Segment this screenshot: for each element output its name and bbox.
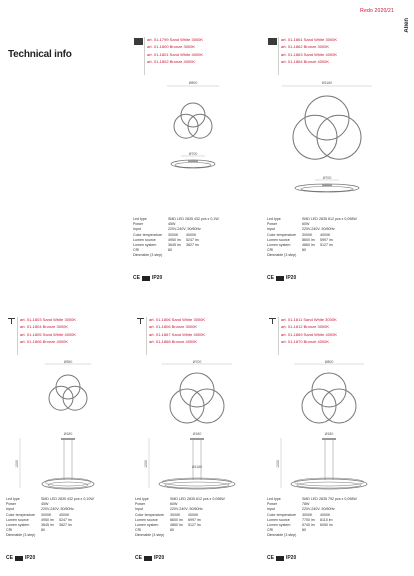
spec-label: CRI bbox=[6, 528, 13, 533]
product-card-5 bbox=[267, 316, 389, 576]
product-card-1 bbox=[133, 36, 255, 296]
technical-drawing bbox=[135, 360, 257, 496]
spec-label: Power bbox=[133, 222, 144, 227]
spec-table bbox=[135, 497, 255, 539]
spec-value: 78W bbox=[302, 502, 310, 507]
variant-item: art. 01-1806 Sand White 3000K bbox=[149, 317, 206, 322]
variant-item: art. 01-1867 Sand White 4000K bbox=[149, 331, 206, 337]
variant-list bbox=[20, 316, 76, 345]
spec-value: 4860 lm bbox=[170, 522, 183, 527]
spec-label: Dimmable (3 step) bbox=[133, 253, 163, 258]
variant-item: art. 01-1869 Sand White 4000K bbox=[281, 331, 338, 337]
ce-mark: CE bbox=[267, 275, 274, 281]
spec-label: CRI bbox=[135, 528, 142, 533]
spec-label: CRI bbox=[267, 528, 274, 533]
svg-text:Ø700: Ø700 bbox=[188, 152, 198, 156]
svg-text:Ø550: Ø550 bbox=[63, 360, 73, 364]
product-card-4 bbox=[135, 316, 257, 576]
spec-label: Input bbox=[267, 507, 275, 512]
svg-text:1200: 1200 bbox=[15, 460, 19, 468]
spec-value-alt: 4000K bbox=[320, 512, 331, 517]
dim-top: Ø800 bbox=[188, 81, 198, 85]
variant-item: art. 01-1811 Sand White 3000K bbox=[281, 317, 337, 322]
spec-value: 3000K bbox=[41, 512, 52, 517]
spec-label: Power bbox=[267, 502, 278, 507]
variant-item: art. 01-1861 Sand White 3000K bbox=[281, 37, 338, 42]
spec-value: 4860 lm bbox=[302, 242, 315, 247]
spec-value: 80 bbox=[41, 528, 45, 533]
spec-label: Color temperature bbox=[133, 232, 162, 237]
spec-value-alt: 3827 lm bbox=[59, 522, 72, 527]
product-card-2 bbox=[267, 36, 389, 296]
variant-item: art. 01-1805 Sand White 4000K bbox=[20, 331, 77, 337]
spec-value: SMD LED 2835 432 pcs x 0,1W bbox=[168, 217, 219, 221]
ce-mark: CE bbox=[267, 555, 274, 561]
certifications bbox=[133, 275, 162, 281]
spec-label: CRI bbox=[133, 248, 140, 253]
spec-value: SMD LED 2835 612 pcs x 0,098W bbox=[302, 217, 357, 221]
spec-value-alt bbox=[320, 533, 387, 538]
spec-value: SMD LED 2835 792 pcs x 0,098W bbox=[302, 497, 357, 501]
variant-item: art. 01-1864 Bronze 4000K bbox=[281, 58, 330, 64]
spec-label: Lumen source bbox=[133, 237, 156, 242]
spec-value: SMD LED 2835 612 pcs x 0,098W bbox=[170, 497, 225, 501]
spec-label: Lumen system bbox=[267, 522, 291, 527]
class-box-icon bbox=[276, 556, 284, 561]
spec-value: 3645 lm bbox=[168, 242, 181, 247]
spec-value: 3000K bbox=[170, 512, 181, 517]
class-box-icon bbox=[15, 556, 23, 561]
spec-value bbox=[41, 533, 59, 538]
spec-value: 60W bbox=[302, 222, 310, 227]
ceiling-lamp-icon bbox=[134, 38, 143, 45]
divider bbox=[278, 317, 279, 355]
product-card-3 bbox=[6, 316, 128, 576]
dim-top: Ø1160 bbox=[321, 81, 333, 85]
class-box-icon bbox=[276, 276, 284, 281]
spec-value: 80 bbox=[168, 248, 172, 253]
spec-label: Lumen system bbox=[135, 522, 159, 527]
spec-row bbox=[133, 253, 253, 258]
suspension-lamp-icon bbox=[137, 318, 144, 319]
ip-rating: IP20 bbox=[151, 275, 163, 281]
spec-value: SMD LED 2835 432 pcs x 0,10W bbox=[41, 497, 94, 501]
variant-item: art. 01-1800 Bronze 3000K bbox=[147, 44, 196, 50]
spec-table bbox=[267, 497, 387, 539]
spec-value: 220V-240V, 50/60Hz bbox=[302, 507, 335, 512]
ip-rating: IP20 bbox=[285, 555, 297, 561]
variant-item: art. 01-1868 Bronze 4000K bbox=[149, 338, 198, 344]
spec-value-alt: 4000K bbox=[59, 512, 70, 517]
variant-item: art. 01-1806 Bronze 3000K bbox=[149, 324, 198, 330]
variant-list bbox=[147, 36, 203, 65]
spec-label: Power bbox=[6, 502, 17, 507]
spec-label: Dimmable (3 step) bbox=[135, 533, 165, 538]
spec-label: Led type bbox=[6, 497, 20, 501]
svg-text:Ø800: Ø800 bbox=[324, 360, 334, 364]
spec-value: 220V-240V, 50/60Hz bbox=[168, 227, 201, 232]
spec-value-alt: 4000K bbox=[320, 232, 331, 237]
spec-value: 6600 lm bbox=[170, 517, 183, 522]
spec-label: Led type bbox=[267, 497, 281, 501]
variant-item: art. 01-1799 Sand White 3000K bbox=[147, 37, 204, 42]
variant-item: art. 01-1802 Bronze 4000K bbox=[147, 58, 196, 64]
spec-value: 80 bbox=[302, 528, 306, 533]
spec-label: Led type bbox=[133, 217, 147, 221]
ceiling-lamp-icon bbox=[268, 38, 277, 45]
spec-value-alt bbox=[320, 253, 387, 258]
spec-label: Dimmable (3 step) bbox=[267, 253, 297, 258]
svg-text:Ø180: Ø180 bbox=[192, 432, 202, 436]
svg-text:Ø700: Ø700 bbox=[322, 176, 332, 180]
spec-label: Input bbox=[267, 227, 275, 232]
ce-mark: CE bbox=[6, 555, 13, 561]
variant-list bbox=[281, 36, 337, 65]
spec-value: 7700 lm bbox=[302, 517, 315, 522]
svg-text:Ø700: Ø700 bbox=[192, 360, 202, 364]
technical-drawing bbox=[133, 80, 255, 216]
spec-label: Input bbox=[135, 507, 143, 512]
spec-label: Lumen source bbox=[135, 517, 158, 522]
technical-drawing bbox=[267, 80, 389, 216]
spec-table bbox=[267, 217, 387, 259]
spec-label: Led type bbox=[135, 497, 149, 501]
spec-value-alt: 5247 lm bbox=[186, 237, 199, 242]
certifications bbox=[6, 555, 35, 561]
spec-value: 45W bbox=[168, 222, 176, 227]
spec-value: 3000K bbox=[302, 512, 313, 517]
spec-row bbox=[6, 533, 126, 538]
spec-label: Lumen source bbox=[6, 517, 29, 522]
spec-label: Color temperature bbox=[267, 512, 296, 517]
spec-label: Power bbox=[267, 222, 278, 227]
spec-value: 80 bbox=[302, 248, 306, 253]
spec-table bbox=[133, 217, 253, 259]
spec-value-alt: 6050 lm bbox=[320, 522, 333, 527]
divider bbox=[144, 37, 145, 75]
spec-value bbox=[302, 253, 320, 258]
spec-value: 220V-240V, 50/60Hz bbox=[302, 227, 335, 232]
card-header bbox=[133, 36, 251, 78]
spec-label: Color temperature bbox=[135, 512, 164, 517]
spec-value: 3645 lm bbox=[41, 522, 54, 527]
certifications bbox=[135, 555, 164, 561]
spec-value-alt: 5997 lm bbox=[320, 237, 333, 242]
ce-mark: CE bbox=[135, 555, 142, 561]
technical-drawing bbox=[6, 360, 128, 496]
variant-list bbox=[281, 316, 337, 345]
certifications bbox=[267, 555, 296, 561]
spec-label: Dimmable (3 step) bbox=[267, 533, 297, 538]
ip-rating: IP20 bbox=[24, 555, 36, 561]
spec-value-alt: 5127 lm bbox=[320, 242, 333, 247]
card-header bbox=[6, 316, 124, 358]
class-box-icon bbox=[142, 276, 150, 281]
variant-item: art. 01-1870 Bronze 4000K bbox=[281, 338, 330, 344]
brand-label: Alien bbox=[404, 18, 410, 33]
spec-row bbox=[135, 533, 255, 538]
spec-label: Power bbox=[135, 502, 146, 507]
page-title: Technical info bbox=[8, 49, 72, 60]
spec-label: Color temperature bbox=[267, 232, 296, 237]
variant-item: art. 01-1804 Bronze 3000K bbox=[20, 324, 69, 330]
spec-value bbox=[168, 253, 186, 258]
spec-value-alt: 4000K bbox=[186, 232, 197, 237]
spec-label: Dimmable (3 step) bbox=[6, 533, 36, 538]
svg-text:1200: 1200 bbox=[144, 460, 148, 468]
spec-label: Color temperature bbox=[6, 512, 35, 517]
spec-value-alt: 6997 lm bbox=[188, 517, 201, 522]
spec-label: Input bbox=[6, 507, 14, 512]
spec-label: Input bbox=[133, 227, 141, 232]
spec-value-alt: 8115 lm bbox=[320, 517, 333, 522]
certifications bbox=[267, 275, 296, 281]
spec-value: 3000K bbox=[168, 232, 179, 237]
divider bbox=[146, 317, 147, 355]
spec-value: 45W bbox=[41, 502, 49, 507]
ip-rating: IP20 bbox=[153, 555, 165, 561]
spec-value-alt: 3827 lm bbox=[186, 242, 199, 247]
svg-text:Ø180: Ø180 bbox=[63, 432, 73, 436]
spec-row bbox=[267, 253, 387, 258]
technical-drawing bbox=[267, 360, 389, 496]
spec-label: Lumen system bbox=[133, 242, 157, 247]
spec-value: 80 bbox=[170, 528, 174, 533]
spec-value: 60W bbox=[170, 502, 178, 507]
spec-value: 8600 lm bbox=[302, 237, 315, 242]
suspension-lamp-icon bbox=[269, 318, 276, 319]
spec-value: 4950 lm bbox=[168, 237, 181, 242]
variant-list bbox=[149, 316, 205, 345]
svg-text:1200: 1200 bbox=[276, 460, 280, 468]
spec-value: 220V-240V, 50/60Hz bbox=[170, 507, 203, 512]
variant-item: art. 01-1803 Sand White 3000K bbox=[20, 317, 77, 322]
spec-value-alt bbox=[188, 533, 255, 538]
spec-value-alt bbox=[186, 253, 253, 258]
spec-value: 3000K bbox=[302, 232, 313, 237]
spec-table bbox=[6, 497, 126, 539]
suspension-lamp-icon bbox=[8, 318, 15, 319]
variant-item: art. 01-1812 Bronze 3000K bbox=[281, 324, 330, 330]
spec-label: CRI bbox=[267, 248, 274, 253]
variant-item: art. 01-1801 Sand White 4000K bbox=[147, 51, 204, 57]
variant-item: art. 01-1806 Bronze 4000K bbox=[20, 338, 69, 344]
spec-label: Lumen source bbox=[267, 517, 290, 522]
spec-label: Lumen system bbox=[267, 242, 291, 247]
spec-label: Lumen system bbox=[6, 522, 30, 527]
spec-value: 4950 lm bbox=[41, 517, 54, 522]
svg-text:Ø180: Ø180 bbox=[324, 432, 334, 436]
variant-item: art. 01-1863 Sand White 4000K bbox=[281, 51, 338, 57]
spec-value bbox=[302, 533, 320, 538]
ip-rating: IP20 bbox=[285, 275, 297, 281]
spec-value: 5740 lm bbox=[302, 522, 315, 527]
class-box-icon bbox=[144, 556, 152, 561]
spec-value-alt: 5127 lm bbox=[188, 522, 201, 527]
card-header bbox=[135, 316, 253, 358]
spec-label: Lumen source bbox=[267, 237, 290, 242]
card-header bbox=[267, 36, 385, 78]
spec-value-alt bbox=[59, 533, 126, 538]
catalog-label: Redo 2020/21 bbox=[360, 8, 394, 14]
divider bbox=[278, 37, 279, 75]
ce-mark: CE bbox=[133, 275, 140, 281]
spec-value-alt: 5247 lm bbox=[59, 517, 72, 522]
card-header bbox=[267, 316, 385, 358]
spec-label: Led type bbox=[267, 217, 281, 221]
spec-value bbox=[170, 533, 188, 538]
spec-value-alt: 4000K bbox=[188, 512, 199, 517]
spec-row bbox=[267, 533, 387, 538]
spec-value: 220V-240V, 50/60Hz bbox=[41, 507, 74, 512]
divider bbox=[17, 317, 18, 355]
variant-item: art. 01-1862 Bronze 3000K bbox=[281, 44, 330, 50]
svg-text:Ø1160: Ø1160 bbox=[191, 465, 203, 469]
